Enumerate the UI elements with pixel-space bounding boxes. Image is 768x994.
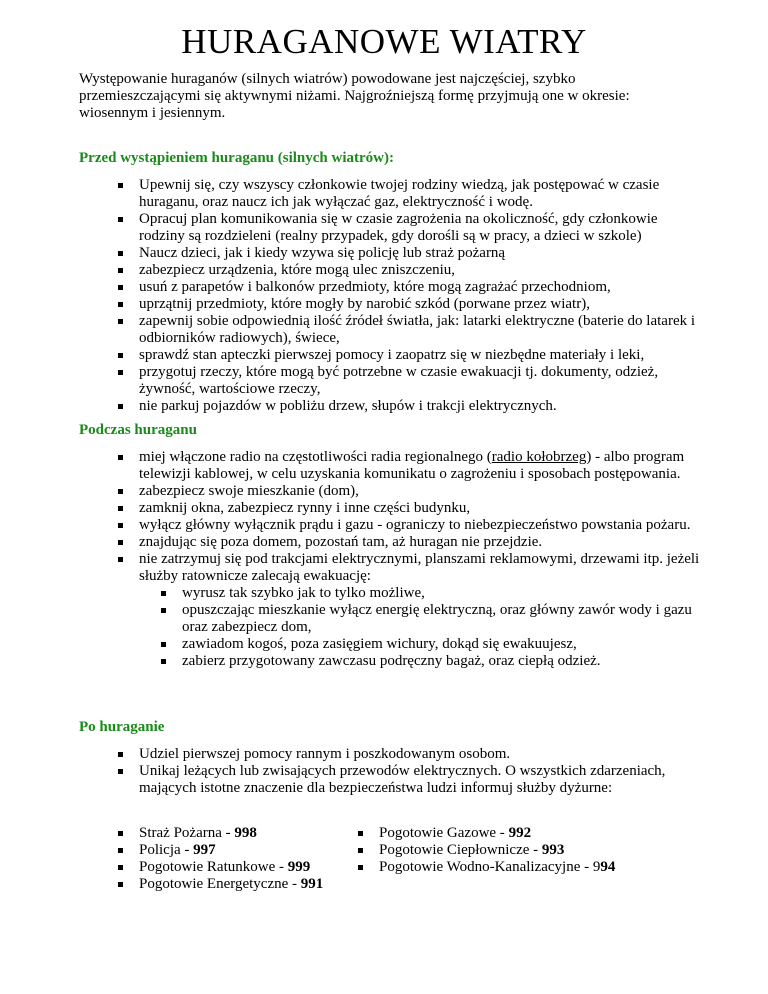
phone-number: 991 xyxy=(300,876,324,892)
during-heading: Podczas huraganu xyxy=(79,422,197,438)
service-name: Pogotowie Wodno-Kanalizacyjne - 9 xyxy=(379,859,601,875)
list-item: zamknij okna, zabezpiecz rynny i inne części budynku, xyxy=(118,500,703,517)
phone-number: 993 xyxy=(541,842,565,858)
list-item: przygotuj rzeczy, które mogą być potrzebne w czasie ewakuacji tj. dokumenty, odzież, żywność, wartościowe rzeczy, xyxy=(118,364,703,398)
during-list xyxy=(118,449,703,670)
after-list xyxy=(118,746,703,797)
list-item: zapewnij sobie odpowiednią ilość źródeł światła, jak: latarki elektryczne (baterie do latarek i odbiorników radiowych), świece, xyxy=(118,313,703,347)
sublist-item: zawiadom kogoś, poza zasięgiem wichury, dokąd się ewakuujesz, xyxy=(161,636,703,653)
list-item: zabezpiecz swoje mieszkanie (dom), xyxy=(118,483,703,500)
page-title: HURAGANOWE WIATRY xyxy=(181,22,587,61)
list-item: zabezpiecz urządzenia, które mogą ulec zniszczeniu, xyxy=(118,262,703,279)
list-item: Upewnij się, czy wszyscy członkowie twojej rodziny wiedzą, jak postępować w czasie huraganu, oraz naucz ich jak wyłączać gaz, elektryczność i wodę. xyxy=(118,177,703,211)
list-item: wyłącz główny wyłącznik prądu i gazu - ograniczy to niebezpieczeństwo powstania pożaru. xyxy=(118,517,703,534)
evacuation-sublist xyxy=(118,585,703,670)
phone-entry xyxy=(118,842,348,859)
phones-list-right xyxy=(358,825,678,876)
intro-paragraph: Występowanie huraganów (silnych wiatrów) powodowane jest najczęściej, szybko przemieszczającymi się aktywnymi niżami. Najgroźniejszą formę przyjmują one w okresie: wiosennym i jesiennym. xyxy=(79,71,630,121)
phone-entry xyxy=(358,825,678,842)
list-item: Unikaj leżących lub zwisających przewodów elektrycznych. O wszystkich zdarzeniach, mających istotne znaczenie dla bezpieczeństwa ludzi informuj służby dyżurne: xyxy=(118,763,703,797)
phone-entry xyxy=(358,842,678,859)
service-name: Pogotowie Ratunkowe - xyxy=(139,859,288,875)
after-heading: Po huraganie xyxy=(79,719,165,735)
before-heading: Przed wystąpieniem huraganu (silnych wiatrów): xyxy=(79,150,394,166)
phone-number: 999 xyxy=(287,859,311,875)
phone-entry xyxy=(118,825,348,842)
phone-number: 997 xyxy=(193,842,216,858)
service-name: Pogotowie Energetyczne - xyxy=(139,876,301,892)
list-item: usuń z parapetów i balkonów przedmioty, które mogą zagrażać przechodniom, xyxy=(118,279,703,296)
list-item: miej włączone radio na częstotliwości radia regionalnego (radio kołobrzeg) - albo program telewizji kablowej, w celu uzyskania komunikatu o zagrożeniu i sposobach postępowania. xyxy=(118,449,703,483)
sublist-item: wyrusz tak szybko jak to tylko możliwe, xyxy=(161,585,703,602)
radio-link[interactable]: radio kołobrzeg xyxy=(491,449,587,465)
list-item: nie parkuj pojazdów w pobliżu drzew, słupów i trakcji elektrycznych. xyxy=(118,398,703,415)
phone-number: 992 xyxy=(508,825,532,841)
phone-entry xyxy=(118,876,348,893)
service-name: Straż Pożarna - xyxy=(139,825,235,841)
sublist-item: opuszczając mieszkanie wyłącz energię elektryczną, oraz główny zawór wody i gazu oraz zabezpiecz dom, xyxy=(161,602,703,636)
list-item: Udziel pierwszej pomocy rannym i poszkodowanym osobom. xyxy=(118,746,703,763)
list-item: Naucz dzieci, jak i kiedy wzywa się policję lub straż pożarną xyxy=(118,245,703,262)
service-name: Policja - xyxy=(139,842,194,858)
before-list xyxy=(118,177,703,415)
phone-entry xyxy=(358,859,678,876)
phone-number: 998 xyxy=(234,825,257,841)
list-item: sprawdź stan apteczki pierwszej pomocy i zaopatrz się w niezbędne materiały i leki, xyxy=(118,347,703,364)
service-name: Pogotowie Gazowe - xyxy=(379,825,509,841)
phone-entry xyxy=(118,859,348,876)
service-name: Pogotowie Ciepłownicze - xyxy=(379,842,542,858)
sublist-item: zabierz przygotowany zawczasu podręczny bagaż, oraz ciepłą odzież. xyxy=(161,653,703,670)
list-item: uprzątnij przedmioty, które mogły by narobić szkód (porwane przez wiatr), xyxy=(118,296,703,313)
list-item: Opracuj plan komunikowania się w czasie zagrożenia na okoliczność, gdy członkowie rodziny są rozdzieleni (realny przypadek, gdy dorośli są w pracy, a dzieci w szkole) xyxy=(118,211,703,245)
phone-number: 94 xyxy=(600,859,616,875)
phones-list-left xyxy=(118,825,348,893)
list-item: znajdując się poza domem, pozostań tam, aż huragan nie przejdzie. xyxy=(118,534,703,551)
sublist-container xyxy=(118,585,703,670)
list-item: nie zatrzymuj się pod trakcjami elektrycznymi, planszami reklamowymi, drzewami itp. jeżeli służby ratownicze zalecają ewakuację: xyxy=(118,551,703,585)
